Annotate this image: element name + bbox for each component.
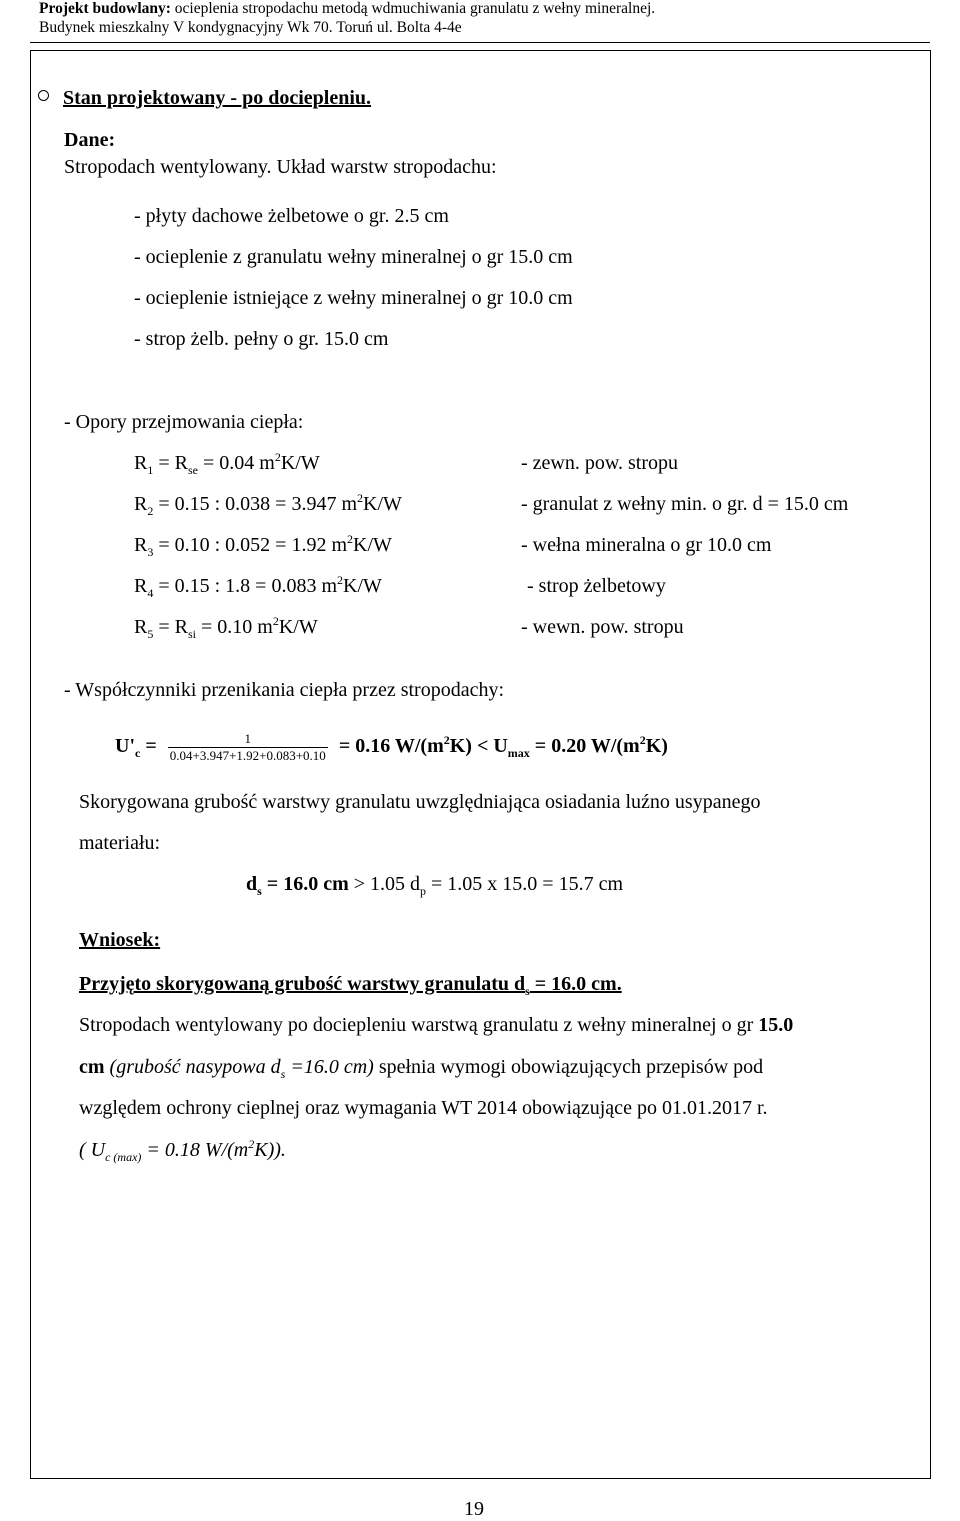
- resistance-r4: $R_4 = 0.15$ : 1.8 = 0.083 $m^2K/W$: [134, 573, 382, 600]
- u-fraction: [168, 731, 328, 764]
- layer-item: - płyty dachowe żelbetowe o gr. 2.5 cm: [134, 205, 449, 227]
- resistances-heading: - Opory przejmowania ciepła:: [64, 411, 304, 433]
- resistance-r1-desc: - zewn. pow. stropu: [521, 452, 679, 474]
- final-line-4: ( $U_{c (max)} = 0.18$ $W/(m^2K)$).: [79, 1137, 286, 1164]
- layer-item: - ocieplenie istniejące z wełny mineralnej o gr 10.0 cm: [134, 287, 573, 309]
- corrected-text-line-1: Skorygowana grubość warstwy granulatu uwzględniająca osiadania luźno usypanego: [79, 791, 761, 813]
- resistance-r1: $R_1 = R_{se} = 0.04$ $m^2K/W$: [134, 450, 320, 477]
- header-line-1: Projekt budowlany: ocieplenia stropodachu metodą wdmuchiwania granulatu z wełny mineralnej.: [39, 0, 656, 17]
- u-heading: - Współczynniki przenikania ciepła przez stropodachy:: [64, 679, 505, 701]
- conclusion-statement: Przyjęto skorygowaną grubość warstwy granulatu $d_s = 16.0$ cm.: [79, 973, 622, 998]
- resistance-r5: $R_5 = R_{si} = 0.10$ $m^2K/W$: [134, 614, 318, 641]
- resistance-r3: $R_3 = 0.10$ : 0.052 = 1.92 $m^2K/W$: [134, 532, 392, 559]
- ds-formula: $d_s = 16.0$ cm > 1.05 $d_p = 1.05$ x 15.0 = 15.7 cm: [246, 873, 624, 898]
- u-formula: $U'_c$ = $\frac{1}{0.04+3.947+1.92+0.083+0.10}$ = 0.16 $W/(m^2K) < U_{max} = 0.20$ $W/(m^2K)$: [115, 731, 668, 763]
- resistance-r2-desc: - granulat z wełny min. o gr. d = 15.0 cm: [521, 493, 849, 515]
- fraction-numerator: 1: [244, 731, 252, 746]
- fraction-denominator: 0.04+3.947+1.92+0.083+0.10: [169, 748, 326, 763]
- corrected-text-line-2: materiału:: [79, 832, 161, 854]
- layer-item: - strop żelb. pełny o gr. 15.0 cm: [134, 328, 389, 350]
- conclusion-label: Wniosek:: [79, 929, 161, 951]
- intro-text: Stropodach wentylowany. Układ warstw stropodachu:: [64, 156, 497, 178]
- final-line-3: względem ochrony cieplnej oraz wymagania WT 2014 obowiązujące po 01.01.2017 r.: [79, 1097, 768, 1119]
- resistance-r3-desc: - wełna mineralna o gr 10.0 cm: [521, 534, 772, 556]
- page-number: 19: [464, 1498, 484, 1520]
- layer-item: - ocieplenie z granulatu wełny mineralnej o gr 15.0 cm: [134, 246, 573, 268]
- dane-label: Dane:: [64, 129, 116, 151]
- resistance-r4-desc: - strop żelbetowy: [527, 575, 666, 597]
- final-line-1: Stropodach wentylowany po dociepleniu warstwą granulatu z wełny mineralnej o gr 15.0: [79, 1014, 794, 1036]
- resistance-r2: $R_2 = 0.15$ : 0.038 = 3.947 $m^2K/W$: [134, 491, 402, 518]
- header-line-2: Budynek mieszkalny V kondygnacyjny Wk 70. Toruń ul. Bolta 4-4e: [39, 19, 462, 36]
- resistance-r5-desc: - wewn. pow. stropu: [521, 616, 684, 638]
- bullet-circle-icon: [38, 90, 49, 101]
- section-heading: Stan projektowany - po dociepleniu.: [38, 87, 371, 110]
- final-line-2: cm (grubość nasypowa $d_s =16.0$ cm) spełnia wymogi obowiązujących przepisów pod: [79, 1056, 764, 1081]
- header-divider: [30, 42, 930, 43]
